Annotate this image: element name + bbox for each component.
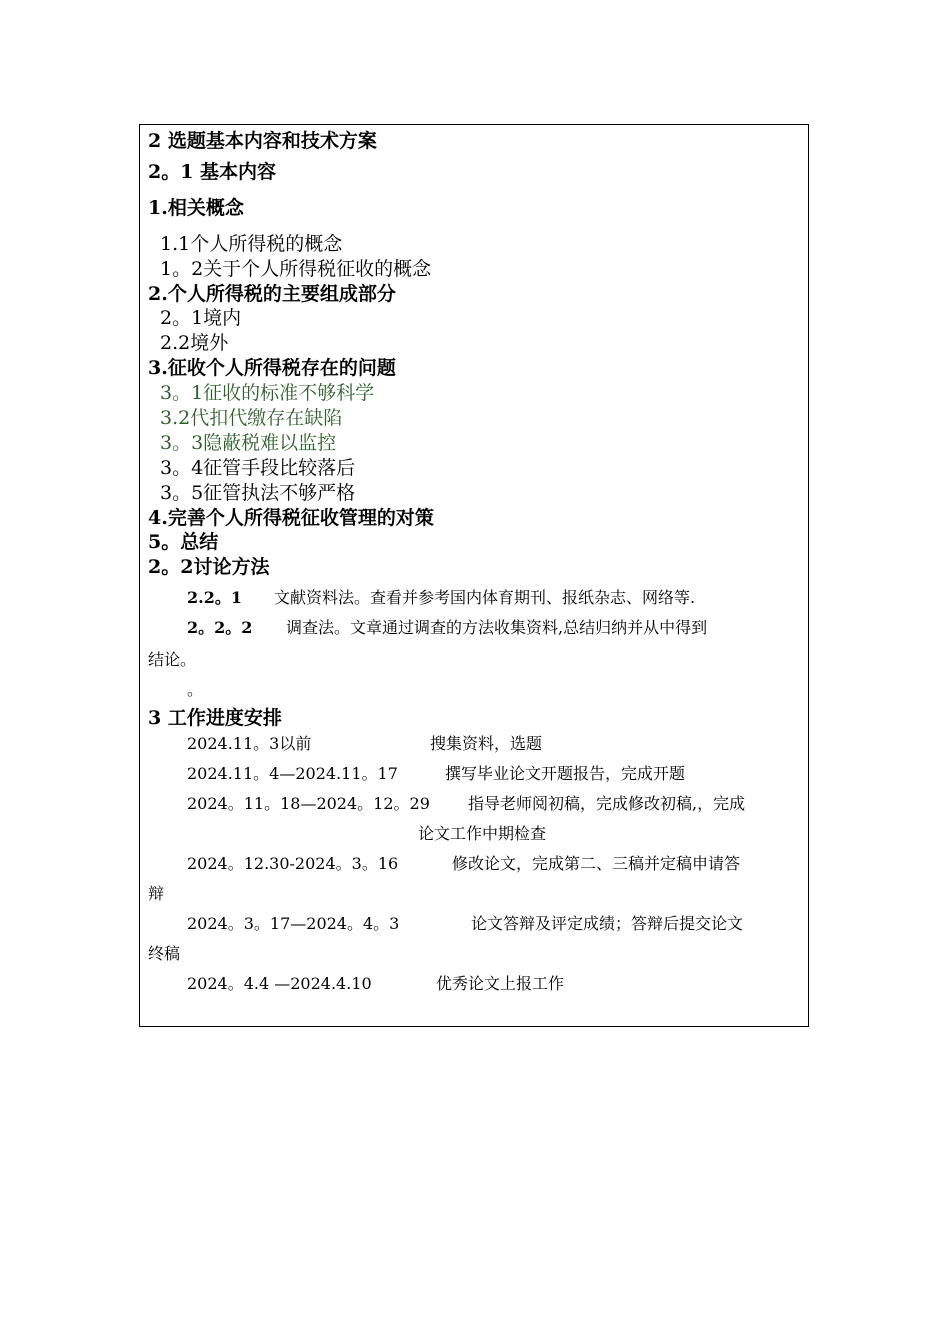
schedule-4-date: 2024。12.30-2024。3。16 (187, 854, 399, 873)
schedule-4-continuation: 辩 (148, 884, 165, 903)
subsection-title: 2。1 基本内容 (148, 161, 277, 183)
schedule-3-date: 2024。11。18—2024。12。29 (187, 794, 430, 813)
item-3-3: 3。3隐蔽税难以监控 (160, 432, 337, 454)
subsection-methods: 2。2讨论方法 (148, 556, 270, 578)
section-title: 2 选题基本内容和技术方案 (148, 130, 377, 152)
schedule-3-task: 指导老师阅初稿，完成修改初稿,，完成 (468, 794, 746, 813)
schedule-2-task: 撰写毕业论文开题报告，完成开题 (445, 764, 686, 783)
item-2-2: 2.2境外 (160, 332, 229, 354)
heading-problems: 3.征收个人所得税存在的问题 (148, 357, 396, 379)
schedule-2-date: 2024.11。4—2024.11。17 (187, 764, 398, 783)
schedule-title: 3 工作进度安排 (148, 707, 282, 729)
item-3-5: 3。5征管执法不够严格 (160, 482, 356, 504)
item-3-2: 3.2代扣代缴存在缺陷 (160, 407, 343, 429)
item-1-2: 1。2关于个人所得税征收的概念 (160, 258, 432, 280)
item-1-1: 1.1个人所得税的概念 (160, 233, 343, 255)
stray-period: 。 (187, 680, 204, 699)
heading-countermeasures: 4.完善个人所得税征收管理的对策 (148, 507, 434, 529)
method-2-text: 调查法。文章通过调查的方法收集资料,总结归纳并从中得到 (286, 618, 708, 637)
schedule-5-task: 论文答辩及评定成绩；答辩后提交论文 (471, 914, 744, 933)
heading-summary: 5。总结 (148, 531, 219, 553)
schedule-4-task: 修改论文，完成第二、三稿并定稿申请答 (452, 854, 741, 873)
schedule-5-continuation: 终稿 (148, 944, 181, 963)
schedule-5-date: 2024。3。17—2024。4。3 (187, 914, 400, 933)
schedule-3-continuation: 论文工作中期检查 (418, 824, 547, 843)
item-3-4: 3。4征管手段比较落后 (160, 457, 356, 479)
schedule-1-task: 搜集资料，选题 (430, 734, 543, 753)
item-3-1: 3。1征收的标准不够科学 (160, 382, 375, 404)
heading-components: 2.个人所得税的主要组成部分 (148, 283, 396, 305)
item-2-1: 2。1境内 (160, 307, 242, 329)
schedule-1-date: 2024.11。3以前 (187, 734, 312, 753)
heading-concepts: 1.相关概念 (148, 197, 244, 219)
method-2-continuation: 结论。 (148, 650, 197, 669)
method-2-number: 2。2。2 (187, 618, 253, 637)
method-1-number: 2.2。1 (187, 588, 242, 607)
schedule-6-date: 2024。4.4 —2024.4.10 (187, 974, 372, 993)
method-1-text: 文献资料法。查看并参考国内体育期刊、报纸杂志、网络等. (274, 588, 696, 607)
schedule-6-task: 优秀论文上报工作 (436, 974, 565, 993)
